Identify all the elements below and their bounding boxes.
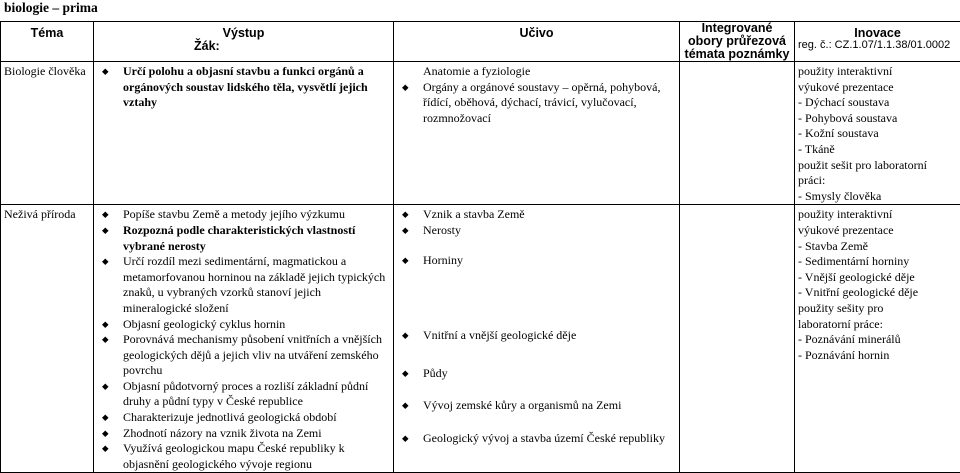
innovation-cell [795,205,960,473]
theme-cell: Neživá příroda [1,205,94,473]
header-vystup [94,22,394,62]
innovation-line: použity sešity pro [798,301,957,317]
innovation-line: - Tkáně [798,142,957,158]
innovation-line: použity interaktivní [798,64,957,80]
innovation-line: - Vnitřní geologické děje [798,285,957,301]
list-item: ◆ Popíše stavbu Země a metody jejího výzkumu [97,207,390,223]
innovation-line: použit sešit pro laboratorní [798,158,957,174]
innovation-line: - Vnější geologické děje [798,270,957,286]
list-item: ◆ Zhodnotí názory na vznik života na Zemi [97,426,390,442]
list-item: ◆ Porovnává mechanismy působení vnitřních a vnějších geologických dějů a jejich vliv na utváření zemského povrchu [97,332,390,379]
list-item: ◆ Využívá geologickou mapu České republiky k objasnění geologického vývoje regionu [97,441,390,472]
outcomes-cell [94,205,394,473]
row-nezivna-priroda [1,205,960,473]
list-item: ◆ Nerosty [397,223,676,239]
header-inovace-label: Inovace [854,26,901,40]
list-item: ◆ Objasní geologický cyklus hornin [97,317,390,333]
list-item: ◆ Určí polohu a objasní stavbu a funkci orgánů a orgánových soustav lidského těla, vysvětlí jejich vztahy [97,64,390,111]
innovation-line: - Smysly člověka [798,189,957,205]
list-item: ◆ Geologický vývoj a stavba území České republiky [397,431,676,447]
curriculum-table [0,21,960,473]
innovation-line: práci: [798,173,957,189]
content-cell [394,62,680,205]
header-reg-number: reg. č.: CZ.1.07/1.1.38/01.0002 [798,39,957,51]
innovation-line: - Kožní soustava [798,126,957,142]
header-inovace [795,22,960,62]
row-biologie-cloveka [1,62,960,205]
innovation-line: - Poznávání minerálů [798,332,957,348]
content-heading: Anatomie a fyziologie [397,64,676,80]
list-item: ◆ Vývoj zemské kůry a organismů na Zemi [397,398,676,414]
header-zak: Žák: [97,40,390,53]
list-item: ◆ Horniny [397,253,676,269]
innovation-line: laboratorní práce: [798,317,957,333]
innovation-line: - Stavba Země [798,239,957,255]
list-item: ◆ Vznik a stavba Země [397,207,676,223]
list-item: ◆ Určí rozdíl mezi sedimentární, magmatickou a metamorfovanou horninou na základě jejich typických znaků, u vybraných vzorků stanoví jejich mineralogické složení [97,254,390,316]
innovation-line: - Dýchací soustava [798,95,957,111]
list-item: ◆ Půdy [397,366,676,382]
innovation-line: - Pohybová soustava [798,111,957,127]
innovation-line: - Sedimentární horniny [798,254,957,270]
header-vystup-label: Výstup [223,26,265,40]
list-item: ◆ Rozpozná podle charakteristických vlastností vybrané nerosty [97,223,390,254]
theme-cell: Biologie člověka [1,62,94,205]
innovation-cell [795,62,960,205]
header-row [1,22,960,62]
header-ucivo: Učivo [394,22,680,62]
header-tema: Téma [1,22,94,62]
outcomes-cell [94,62,394,205]
notes-cell [680,205,795,473]
innovation-line: výukové prezentace [798,223,957,239]
innovation-line: použity interaktivní [798,207,957,223]
notes-cell [680,62,795,205]
list-item: ◆ Vnitřní a vnější geologické děje [397,328,676,344]
list-item: ◆ Charakterizuje jednotlivá geologická období [97,410,390,426]
innovation-line: výukové prezentace [798,80,957,96]
innovation-line: - Poznávání hornin [798,348,957,364]
header-obory: Integrované obory průřezová témata poznámky [680,22,795,62]
content-cell [394,205,680,473]
list-item: ◆ Orgány a orgánové soustavy – opěrná, pohybová, řídící, oběhová, dýchací, trávicí, vylučovací, rozmnožovací [397,80,676,127]
document-title: biologie – prima [4,0,98,16]
list-item: ◆ Objasní půdotvorný proces a rozliší základní půdní druhy a půdní typy v České republice [97,379,390,410]
